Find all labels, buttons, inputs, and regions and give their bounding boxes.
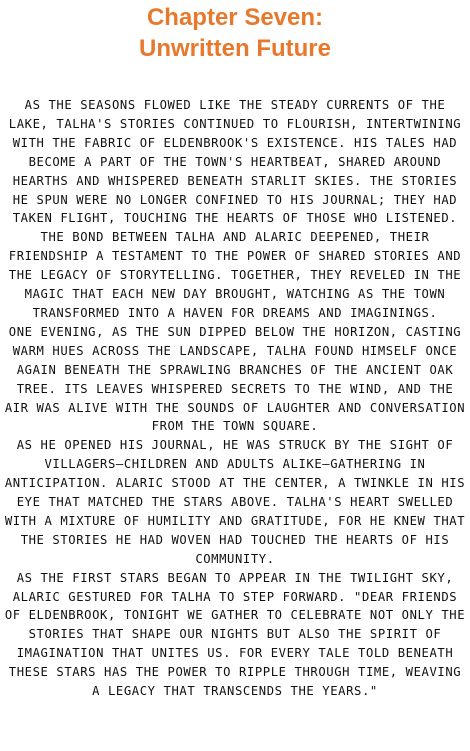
paragraph: AS THE FIRST STARS BEGAN TO APPEAR IN THE TWILIGHT SKY, ALARIC GESTURED FOR TALHA TO STEP FORWARD. "DEAR FRIENDS OF ELDENBROOK, TONIGHT WE GATHER TO CELEBRATE NOT ONLY THE STORIES THAT SHAPE OUR NIGHTS BUT ALSO THE SPIRIT OF IMAGINATION THAT UNITES US. FOR EVERY TALE TOLD BENEATH THESE STARS HAS THE POWER TO RIPPLE THROUGH TIME, WEAVING A LEGACY THAT TRANSCENDS THE YEARS." xyxy=(4,570,466,699)
chapter-body xyxy=(4,96,466,701)
paragraph: THE BOND BETWEEN TALHA AND ALARIC DEEPENED, THEIR FRIENDSHIP A TESTAMENT TO THE POWER OF SHARED STORIES AND THE LEGACY OF STORYTELLING. TOGETHER, THEY REVELED IN THE MAGIC THAT EACH NEW DAY BROUGHT, WATCHING AS THE TOWN TRANSFORMED INTO A HAVEN FOR DREAMS AND IMAGININGS. xyxy=(8,230,462,320)
chapter-name: Unwritten Future xyxy=(139,35,331,62)
chapter-number: Chapter Seven: xyxy=(146,4,324,31)
paragraph: AS HE OPENED HIS JOURNAL, HE WAS STRUCK BY THE SIGHT OF VILLAGERS—CHILDREN AND ADULTS ALIKE—GATHERING IN ANTICIPATION. ALARIC STOOD AT THE CENTER, A TWINKLE IN HIS EYE THAT MATCHED THE STARS ABOVE. TALHA'S HEART SWELLED WITH A MIXTURE OF HUMILITY AND GRATITUDE, FOR HE KNEW THAT THE STORIES HE HAD WOVEN HAD TOUCHED THE HEARTS OF HIS COMMUNITY. xyxy=(4,438,466,566)
chapter-title xyxy=(4,2,466,64)
paragraph: ONE EVENING, AS THE SUN DIPPED BELOW THE HORIZON, CASTING WARM HUES ACROSS THE LANDSCAPE, TALHA FOUND HIMSELF ONCE AGAIN BENEATH THE SPRAWLING BRANCHES OF THE ANCIENT OAK TREE. ITS LEAVES WHISPERED SECRETS TO THE WIND, AND THE AIR WAS ALIVE WITH THE SOUNDS OF LAUGHTER AND CONVERSATION FROM THE TOWN SQUARE. xyxy=(4,324,466,434)
paragraph: AS THE SEASONS FLOWED LIKE THE STEADY CURRENTS OF THE LAKE, TALHA'S STORIES CONTINUED TO FLOURISH, INTERTWINING WITH THE FABRIC OF ELDENBROOK'S EXISTENCE. HIS TALES HAD BECOME A PART OF THE TOWN'S HEARTBEAT, SHARED AROUND HEARTHS AND WHISPERED BENEATH STARLIT SKIES. THE STORIES HE SPUN WERE NO LONGER CONFINED TO HIS JOURNAL; THEY HAD TAKEN FLIGHT, TOUCHING THE HEARTS OF THOSE WHO LISTENED. xyxy=(8,98,462,226)
